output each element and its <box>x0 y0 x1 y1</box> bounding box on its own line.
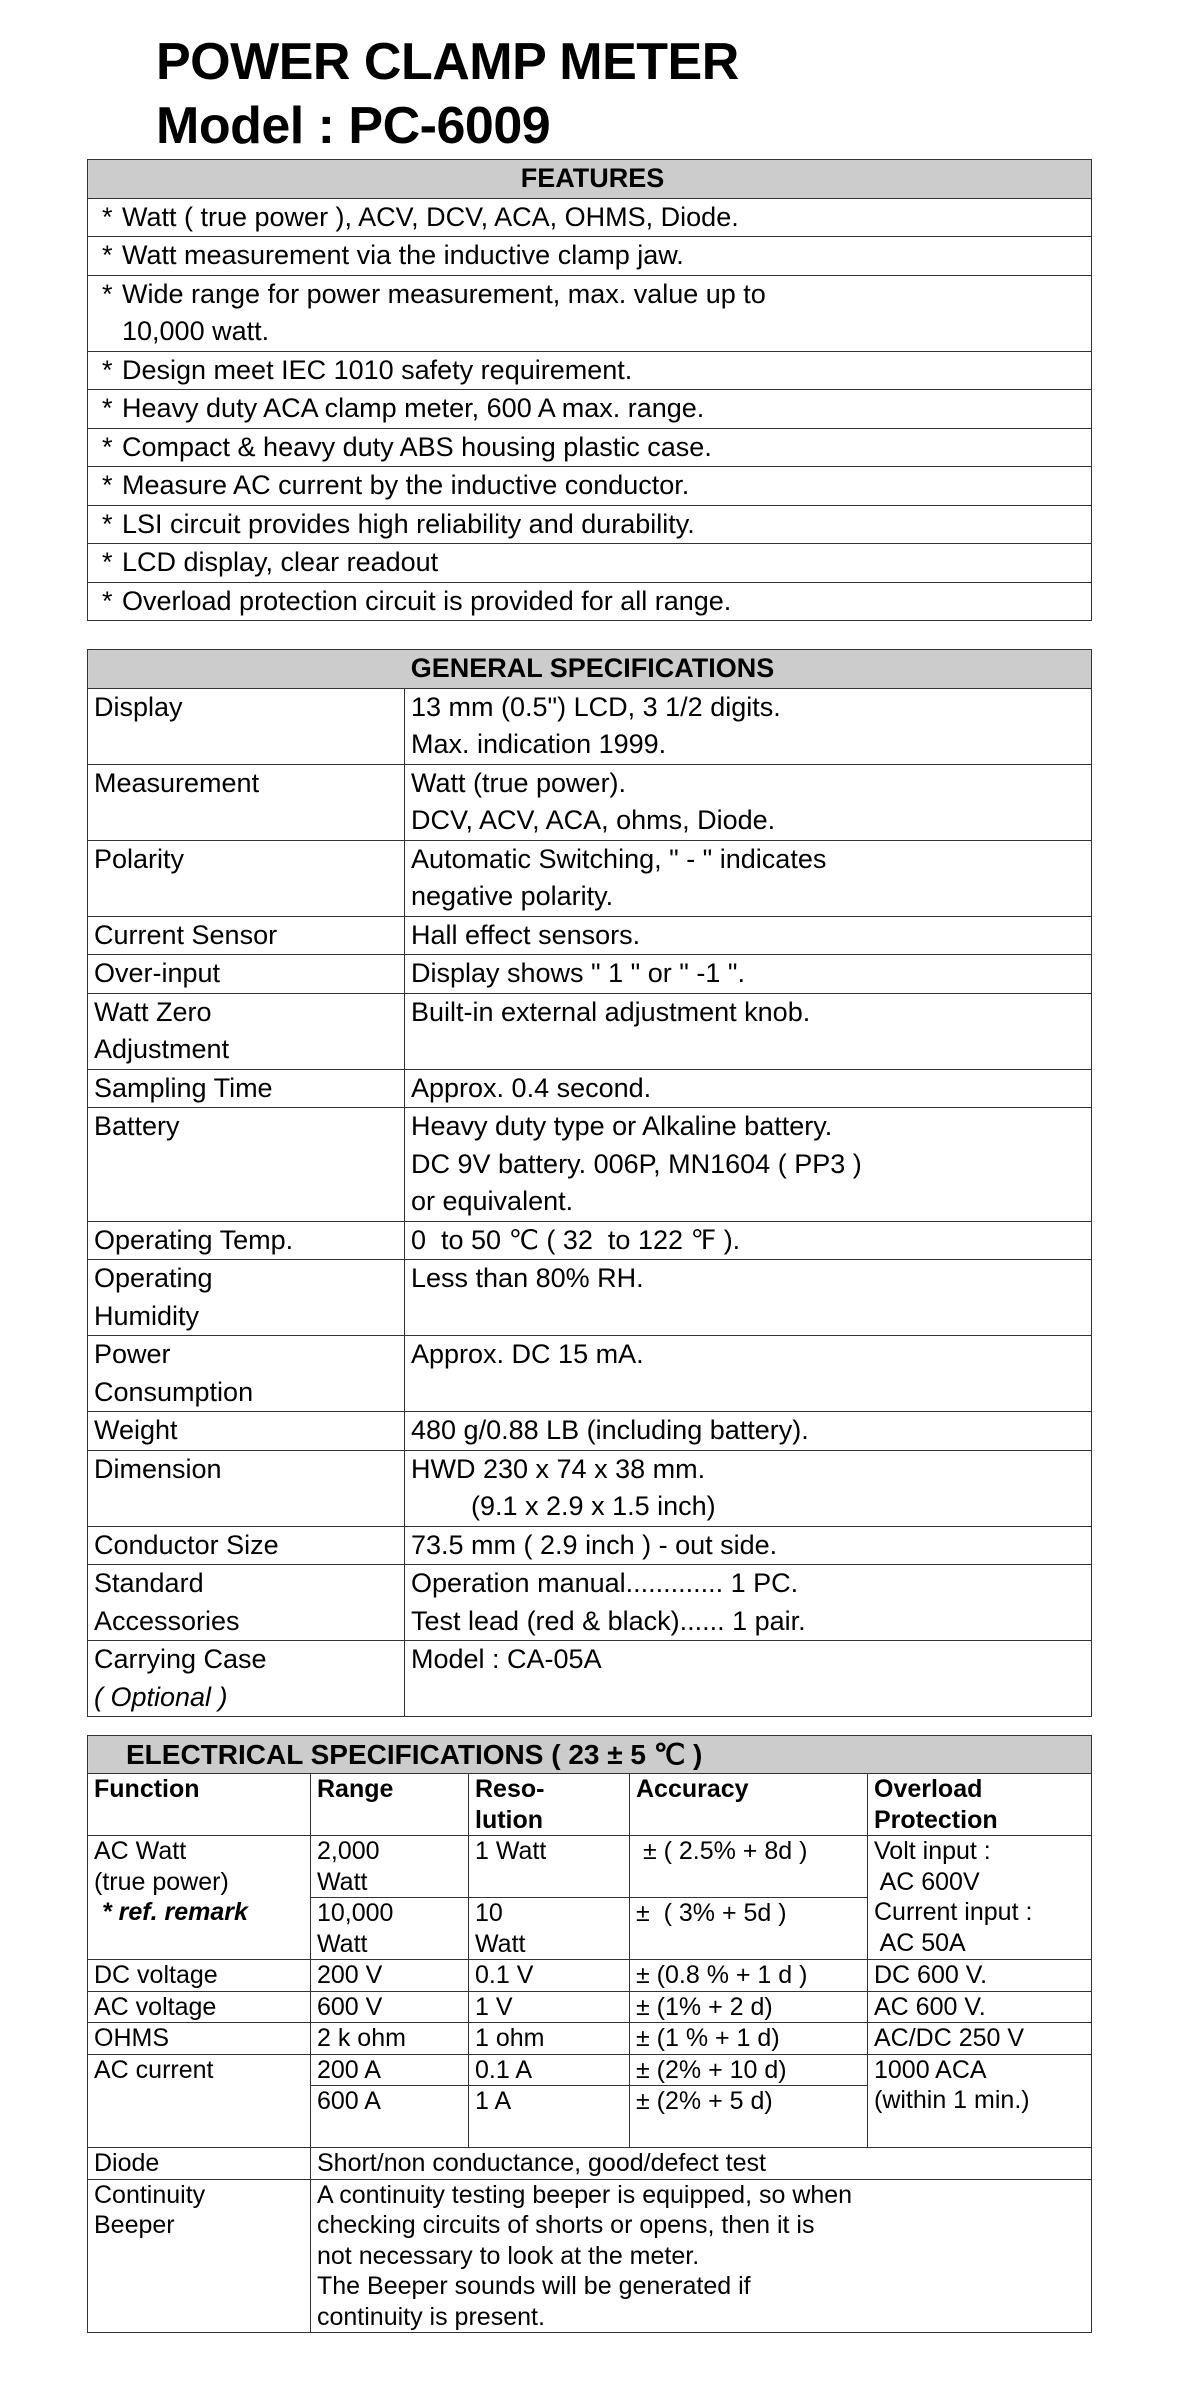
spec-label <box>88 1260 405 1336</box>
spec-row <box>88 1412 1092 1451</box>
feature-line <box>102 429 1091 467</box>
feature-text: LCD display, clear readout <box>122 547 439 577</box>
function-cell: AC voltage <box>88 1991 311 2023</box>
resolution-cell: 0.1 A <box>469 2054 630 2086</box>
ac-watt-row <box>88 1836 1092 1898</box>
column-header-line: Overload <box>874 1775 983 1803</box>
feature-row <box>88 390 1092 429</box>
spec-label-line: Conductor Size <box>94 1529 279 1560</box>
feature-item <box>88 467 1092 506</box>
features-table <box>87 159 1092 621</box>
spec-label-line: Power <box>94 1339 171 1369</box>
spec-value-line: or equivalent. <box>411 1186 574 1216</box>
overload-cell: AC 600 V. <box>868 1991 1092 2023</box>
spec-label-line: Sampling Time <box>94 1072 273 1103</box>
features-header: FEATURES <box>88 160 1092 199</box>
spec-value-line: Test lead (red & black)...... 1 pair. <box>411 1605 806 1636</box>
overload-line: AC 600V <box>874 1867 980 1896</box>
general-specifications-table <box>87 649 1092 1717</box>
feature-line <box>102 544 1091 582</box>
function-row <box>88 1960 1092 1992</box>
feature-item <box>88 275 1092 351</box>
function-cell: Diode <box>88 2148 311 2180</box>
optional-note: ( Optional ) <box>94 1681 228 1712</box>
spec-value-line: DCV, ACV, ACA, ohms, Diode. <box>411 805 776 835</box>
range-cell: 600 V <box>311 1991 469 2023</box>
spec-value <box>405 1260 1092 1336</box>
spec-value-line: Hall effect sensors. <box>411 919 641 950</box>
function-cell <box>88 2179 311 2333</box>
spec-label <box>88 1412 405 1451</box>
column-header <box>469 1774 630 1836</box>
bullet-asterisk: * <box>102 278 113 309</box>
spec-value-line: Built-in external adjustment knob. <box>411 996 811 1027</box>
resolution-line: 10 <box>475 1899 503 1927</box>
spec-value-line: Approx. 0.4 second. <box>411 1072 652 1103</box>
spec-row <box>88 1336 1092 1412</box>
spec-row <box>88 1069 1092 1108</box>
feature-line <box>102 237 1091 275</box>
spec-label-line: Dimension <box>94 1453 222 1484</box>
bullet-asterisk: * <box>102 393 113 423</box>
spec-row <box>88 1108 1092 1222</box>
function-line: AC Watt <box>94 1837 187 1865</box>
overload-line: Volt input : <box>874 1837 991 1865</box>
accuracy-cell: ± (0.8 % + 1 d ) <box>630 1960 868 1992</box>
feature-row <box>88 505 1092 544</box>
continuity-beeper-row <box>88 2179 1092 2333</box>
feature-row <box>88 544 1092 583</box>
feature-item <box>88 390 1092 429</box>
column-header <box>88 1774 311 1836</box>
column-header-line: Range <box>317 1775 394 1803</box>
range-cell: 200 A <box>311 2054 469 2086</box>
spec-value-line: 13 mm (0.5") LCD, 3 1/2 digits. <box>411 691 781 722</box>
feature-text: Watt measurement via the inductive clamp jaw. <box>122 240 684 270</box>
spec-label-line: Current Sensor <box>94 919 278 950</box>
feature-item <box>88 198 1092 237</box>
bullet-asterisk: * <box>102 508 113 539</box>
spec-row <box>88 764 1092 840</box>
document-title <box>156 30 739 158</box>
accuracy-cell: ± (1% + 2 d) <box>630 1991 868 2023</box>
spec-label-line: Watt Zero <box>94 996 212 1027</box>
bullet-asterisk: * <box>102 201 113 232</box>
column-header-line: Function <box>94 1775 200 1803</box>
overload-line: Current input : <box>874 1898 1033 1926</box>
feature-line <box>102 506 1091 544</box>
description-line: A continuity testing beeper is equipped, so when <box>317 2180 853 2209</box>
description-line: checking circuits of shorts or opens, then it is <box>317 2211 815 2239</box>
ac-current-row <box>88 2054 1092 2086</box>
spec-label <box>88 955 405 994</box>
spec-label-line: Accessories <box>94 1605 240 1636</box>
spec-value-line: Max. indication 1999. <box>411 729 667 759</box>
resolution-cell: 1 V <box>469 1991 630 2023</box>
feature-row <box>88 275 1092 351</box>
spec-label <box>88 1221 405 1260</box>
resolution-line: Watt <box>475 1929 526 1958</box>
spec-value-line: HWD 230 x 74 x 38 mm. <box>411 1453 706 1484</box>
column-header <box>311 1774 469 1836</box>
spec-label-line: Adjustment <box>94 1034 230 1064</box>
spec-label <box>88 1336 405 1412</box>
bullet-asterisk: * <box>102 240 113 270</box>
spec-row <box>88 1260 1092 1336</box>
feature-item <box>88 582 1092 621</box>
electrical-specifications-table <box>87 1735 1092 2333</box>
feature-line-continued: 10,000 watt. <box>122 316 270 346</box>
bullet-asterisk: * <box>102 470 113 500</box>
feature-row <box>88 237 1092 276</box>
spec-label-line: Carrying Case <box>94 1644 267 1674</box>
feature-row <box>88 582 1092 621</box>
spec-row <box>88 1221 1092 1260</box>
spec-value-line: Watt (true power). <box>411 767 627 798</box>
spec-value-line: 480 g/0.88 LB (including battery). <box>411 1415 809 1445</box>
spec-label <box>88 1108 405 1222</box>
spec-value <box>405 1641 1092 1717</box>
accuracy-cell: ± (2% + 5 d) <box>630 2086 868 2148</box>
feature-text: Compact & heavy duty ABS housing plastic case. <box>122 431 712 462</box>
spec-label-line: Measurement <box>94 767 260 798</box>
feature-item <box>88 351 1092 390</box>
function-cell: DC voltage <box>88 1960 311 1992</box>
function-cell: OHMS <box>88 2023 311 2055</box>
overload-cell <box>868 1836 1092 1960</box>
spec-label-line: Weight <box>94 1415 178 1445</box>
spec-value <box>405 1221 1092 1260</box>
resolution-cell: 1 A <box>469 2086 630 2148</box>
spec-value <box>405 1336 1092 1412</box>
feature-row <box>88 428 1092 467</box>
range-cell <box>311 1898 469 1960</box>
spec-value <box>405 1565 1092 1641</box>
accuracy-cell: ± ( 3% + 5d ) <box>630 1898 868 1960</box>
function-line: (true power) <box>94 1867 229 1896</box>
overload-cell <box>868 2054 1092 2148</box>
spec-value-line: Model : CA-05A <box>411 1644 602 1674</box>
spec-row <box>88 688 1092 764</box>
title-line1: POWER CLAMP METER <box>156 33 739 91</box>
function-line: Beeper <box>94 2211 175 2239</box>
spec-value <box>405 1450 1092 1526</box>
spec-row <box>88 916 1092 955</box>
feature-text: Heavy duty ACA clamp meter, 600 A max. range. <box>122 393 705 423</box>
range-line: Watt <box>317 1929 368 1958</box>
feature-line <box>102 583 1091 621</box>
resolution-cell: 1 ohm <box>469 2023 630 2055</box>
spec-value <box>405 1108 1092 1222</box>
feature-line <box>102 467 1091 505</box>
spec-label-line: Humidity <box>94 1300 200 1331</box>
spec-label <box>88 1565 405 1641</box>
spec-label-line: Over-input <box>94 958 221 988</box>
spec-label-line: Polarity <box>94 843 185 874</box>
resolution-cell <box>469 1898 630 1960</box>
range-line: Watt <box>317 1867 368 1896</box>
ref-remark: * ref. remark <box>102 1898 248 1926</box>
spec-value <box>405 916 1092 955</box>
spec-label-line: Battery <box>94 1111 180 1141</box>
spec-row <box>88 1565 1092 1641</box>
spec-value-line: Heavy duty type or Alkaline battery. <box>411 1111 833 1141</box>
feature-line <box>102 199 1091 237</box>
description-line: The Beeper sounds will be generated if <box>317 2272 751 2300</box>
spec-value-line: 73.5 mm ( 2.9 inch ) - out side. <box>411 1529 778 1560</box>
spec-label-line: Standard <box>94 1568 204 1598</box>
description-cell <box>311 2179 1092 2333</box>
spec-value <box>405 840 1092 916</box>
feature-item <box>88 544 1092 583</box>
bullet-asterisk: * <box>102 547 113 577</box>
description-line: continuity is present. <box>317 2302 545 2331</box>
function-cell: AC current <box>88 2054 311 2148</box>
spec-row <box>88 955 1092 994</box>
range-cell: 2 k ohm <box>311 2023 469 2055</box>
range-cell <box>311 1836 469 1898</box>
diode-row <box>88 2148 1092 2180</box>
column-header-line: Protection <box>874 1805 998 1834</box>
spec-value-line: (9.1 x 2.9 x 1.5 inch) <box>411 1491 716 1521</box>
column-header <box>868 1774 1092 1836</box>
spec-label <box>88 688 405 764</box>
feature-text: Design meet IEC 1010 safety requirement. <box>122 354 633 385</box>
column-header-row <box>88 1774 1092 1836</box>
feature-line <box>102 390 1091 428</box>
function-line: Continuity <box>94 2180 206 2209</box>
spec-value-line: Automatic Switching, " - " indicates <box>411 843 827 874</box>
column-header-line: Accuracy <box>636 1775 749 1803</box>
spec-label-line: Display <box>94 691 183 722</box>
feature-item <box>88 505 1092 544</box>
spec-label <box>88 764 405 840</box>
overload-cell: DC 600 V. <box>868 1960 1092 1992</box>
resolution-line: 1 Watt <box>475 1837 547 1865</box>
overload-line: 1000 ACA <box>874 2055 987 2084</box>
overload-line: (within 1 min.) <box>874 2086 1030 2114</box>
resolution-cell <box>469 1836 630 1898</box>
overload-line: AC 50A <box>874 1928 966 1957</box>
spec-label <box>88 840 405 916</box>
bullet-asterisk: * <box>102 431 113 462</box>
spec-value-line: Operation manual............. 1 PC. <box>411 1568 799 1598</box>
spec-label-line: Consumption <box>94 1376 254 1407</box>
spec-label <box>88 1641 405 1717</box>
spec-label-line: Operating <box>94 1263 213 1293</box>
feature-text: Overload protection circuit is provided for all range. <box>122 585 732 616</box>
spec-row <box>88 1526 1092 1565</box>
feature-item <box>88 428 1092 467</box>
overload-cell: AC/DC 250 V <box>868 2023 1092 2055</box>
accuracy-cell: ± (2% + 10 d) <box>630 2054 868 2086</box>
spec-value <box>405 1069 1092 1108</box>
accuracy-cell: ± (1 % + 1 d) <box>630 2023 868 2055</box>
column-header-line: Reso- <box>475 1775 545 1803</box>
description-line: not necessary to look at the meter. <box>317 2241 700 2270</box>
spec-row <box>88 1641 1092 1717</box>
feature-item <box>88 237 1092 276</box>
title-model: Model : PC-6009 <box>156 97 551 155</box>
spec-label <box>88 1526 405 1565</box>
spec-row <box>88 993 1092 1069</box>
function-row <box>88 1991 1092 2023</box>
description-cell: Short/non conductance, good/defect test <box>311 2148 1092 2180</box>
function-row <box>88 2023 1092 2055</box>
column-header-line: lution <box>475 1805 544 1834</box>
bullet-asterisk: * <box>102 585 113 616</box>
accuracy-cell: ± ( 2.5% + 8d ) <box>630 1836 868 1898</box>
feature-row <box>88 198 1092 237</box>
spec-label-line: Operating Temp. <box>94 1224 294 1255</box>
resolution-cell: 0.1 V <box>469 1960 630 1992</box>
spec-value-line: 0 to 50 ℃ ( 32 to 122 ℉ ). <box>411 1224 741 1255</box>
spec-row <box>88 1450 1092 1526</box>
general-header: GENERAL SPECIFICATIONS <box>88 650 1092 689</box>
feature-text: Wide range for power measurement, max. value up to <box>122 278 766 309</box>
spec-value <box>405 1412 1092 1451</box>
spec-label <box>88 1450 405 1526</box>
spec-value-line: Approx. DC 15 mA. <box>411 1339 644 1369</box>
feature-line <box>102 276 1091 314</box>
feature-row <box>88 351 1092 390</box>
function-cell <box>88 1836 311 1960</box>
spec-label <box>88 993 405 1069</box>
range-line: 2,000 <box>317 1837 380 1865</box>
feature-text: Measure AC current by the inductive conductor. <box>122 470 690 500</box>
spec-value-line: negative polarity. <box>411 881 614 911</box>
spec-value <box>405 688 1092 764</box>
spec-value-line: DC 9V battery. 006P, MN1604 ( PP3 ) <box>411 1148 862 1179</box>
feature-row <box>88 467 1092 506</box>
bullet-asterisk: * <box>102 354 113 385</box>
range-cell: 600 A <box>311 2086 469 2148</box>
feature-text: LSI circuit provides high reliability and durability. <box>122 508 695 539</box>
spec-value <box>405 993 1092 1069</box>
spec-label <box>88 1069 405 1108</box>
feature-text: Watt ( true power ), ACV, DCV, ACA, OHMS, Diode. <box>122 201 739 232</box>
electrical-header: ELECTRICAL SPECIFICATIONS ( 23 ± 5 ℃ ) <box>88 1736 1092 1774</box>
spec-value <box>405 955 1092 994</box>
column-header <box>630 1774 868 1836</box>
spec-label <box>88 916 405 955</box>
range-cell: 200 V <box>311 1960 469 1992</box>
spec-value-line: Less than 80% RH. <box>411 1263 644 1293</box>
spec-row <box>88 840 1092 916</box>
feature-line <box>102 352 1091 390</box>
spec-value-line: Display shows " 1 " or " -1 ". <box>411 958 745 988</box>
range-line: 10,000 <box>317 1899 394 1927</box>
spec-value <box>405 764 1092 840</box>
spec-value <box>405 1526 1092 1565</box>
